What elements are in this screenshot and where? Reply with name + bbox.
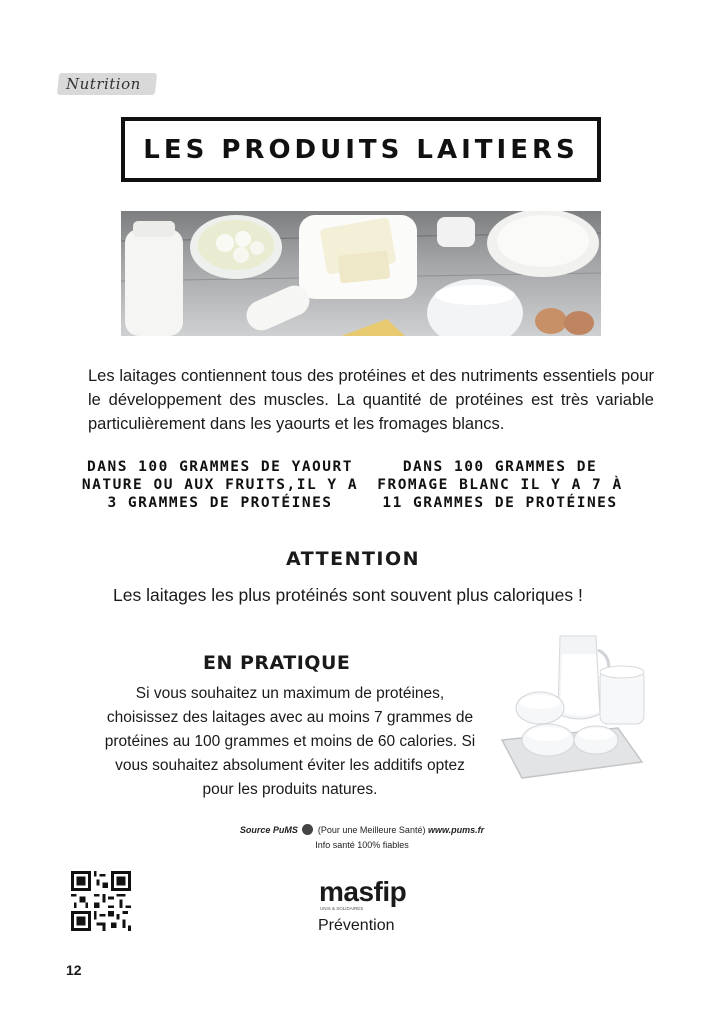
qr-code[interactable] <box>71 871 131 931</box>
source-url[interactable]: www.pums.fr <box>427 825 485 835</box>
source-label: Source PuMS <box>239 825 298 835</box>
source-credit <box>200 823 524 853</box>
logo-subtitle: UNIS & SOLIDAIRES <box>320 906 364 911</box>
section-tag: Nutrition <box>66 75 141 93</box>
milk-yogurt-image <box>496 628 656 782</box>
pums-logo-icon <box>302 824 313 835</box>
page-number: 12 <box>66 962 82 978</box>
source-detail: (Pour une Meilleure Santé) <box>317 825 426 835</box>
practice-heading: EN PRATIQUE <box>203 652 351 674</box>
yaourt-protein-note: DANS 100 GRAMMES DE YAOURT NATURE OU AUX FRUITS,IL Y A 3 GRAMMES DE PROTÉINES <box>81 459 359 511</box>
attention-heading: ATTENTION <box>286 548 421 570</box>
logo-wordmark: masfip <box>319 876 407 907</box>
title-box <box>121 117 601 182</box>
page-title: LES PRODUITS LAITIERS <box>143 134 579 165</box>
practice-paragraph: Si vous souhaitez un maximum de protéines, choisissez des laitages avec au moins 7 grammes de protéines au 100 grammes et moins de 60 calories. Si vous souhaitez absolument éviter les additifs optez pour les produits natures. <box>104 685 476 798</box>
intro-paragraph: Les laitages contiennent tous des protéines et des nutriments essentiels pour le développement des muscles. La quantité de protéines est très variable particulièrement dans les yaourts et les fromages blancs. <box>88 367 654 433</box>
logo-prevention: Prévention <box>318 917 395 934</box>
source-tagline: Info santé 100% fiables <box>315 840 409 850</box>
dairy-products-image <box>121 211 601 336</box>
fromage-blanc-protein-note: DANS 100 GRAMMES DE FROMAGE BLANC IL Y A 7 À 11 GRAMMES DE PROTÉINES <box>377 459 623 511</box>
masfip-prevention-logo <box>316 876 416 938</box>
attention-text: Les laitages les plus protéinés sont souvent plus caloriques ! <box>113 585 583 605</box>
